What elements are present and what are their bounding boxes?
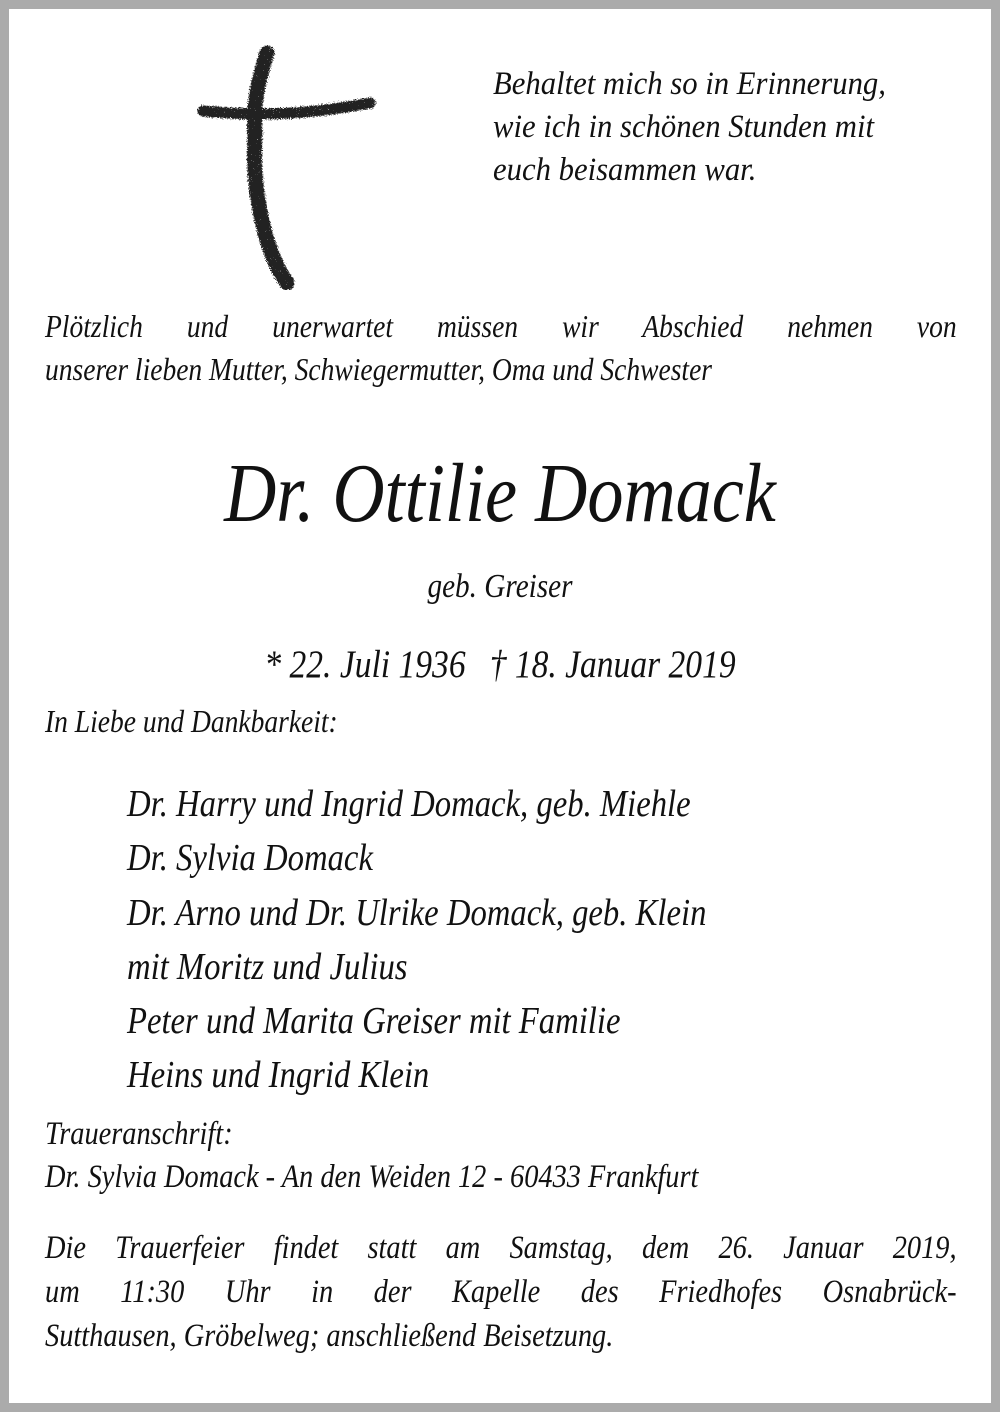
motto-line: wie ich in schönen Stunden mit bbox=[493, 109, 875, 145]
mourning-address: Dr. Sylvia Domack - An den Weiden 12 - 60433 Frankfurt bbox=[45, 1159, 699, 1195]
mourner-line: Dr. Sylvia Domack bbox=[127, 837, 373, 879]
mourner-line: Peter und Marita Greiser mit Familie bbox=[127, 1000, 621, 1042]
intro-line: unserer lieben Mutter, Schwiegermutter, Oma und Schwester bbox=[45, 351, 712, 387]
mourner-line: Dr. Arno und Dr. Ulrike Domack, geb. Klein bbox=[127, 892, 707, 934]
death-date: † 18. Januar 2019 bbox=[489, 643, 736, 686]
mourning-address-label: Traueranschrift: bbox=[45, 1116, 233, 1152]
motto-line: Behaltet mich so in Erinnerung, bbox=[493, 66, 886, 102]
intro-line: Plötzlich und unerwartet müssen wir Abschied nehmen von bbox=[45, 308, 957, 344]
mourner-line: Heins und Ingrid Klein bbox=[127, 1054, 430, 1096]
service-line: Sutthausen, Gröbelweg; anschließend Beisetzung. bbox=[45, 1318, 614, 1354]
hand-drawn-cross-icon bbox=[195, 45, 380, 290]
mourner-line: Dr. Harry und Ingrid Domack, geb. Miehle bbox=[127, 783, 691, 825]
service-line: Die Trauerfeier findet statt am Samstag, dem 26. Januar 2019, bbox=[45, 1230, 957, 1266]
maiden-name: geb. Greiser bbox=[427, 568, 573, 605]
mourner-line: mit Moritz und Julius bbox=[127, 946, 408, 988]
life-dates bbox=[70, 645, 930, 684]
birth-date: * 22. Juli 1936 bbox=[264, 643, 466, 686]
deceased-name: Dr. Ottilie Domack bbox=[224, 447, 776, 540]
mourners-heading: In Liebe und Dankbarkeit: bbox=[45, 703, 338, 739]
service-line: um 11:30 Uhr in der Kapelle des Friedhofes Osnabrück- bbox=[45, 1274, 957, 1310]
motto-line: euch beisammen war. bbox=[493, 152, 757, 188]
